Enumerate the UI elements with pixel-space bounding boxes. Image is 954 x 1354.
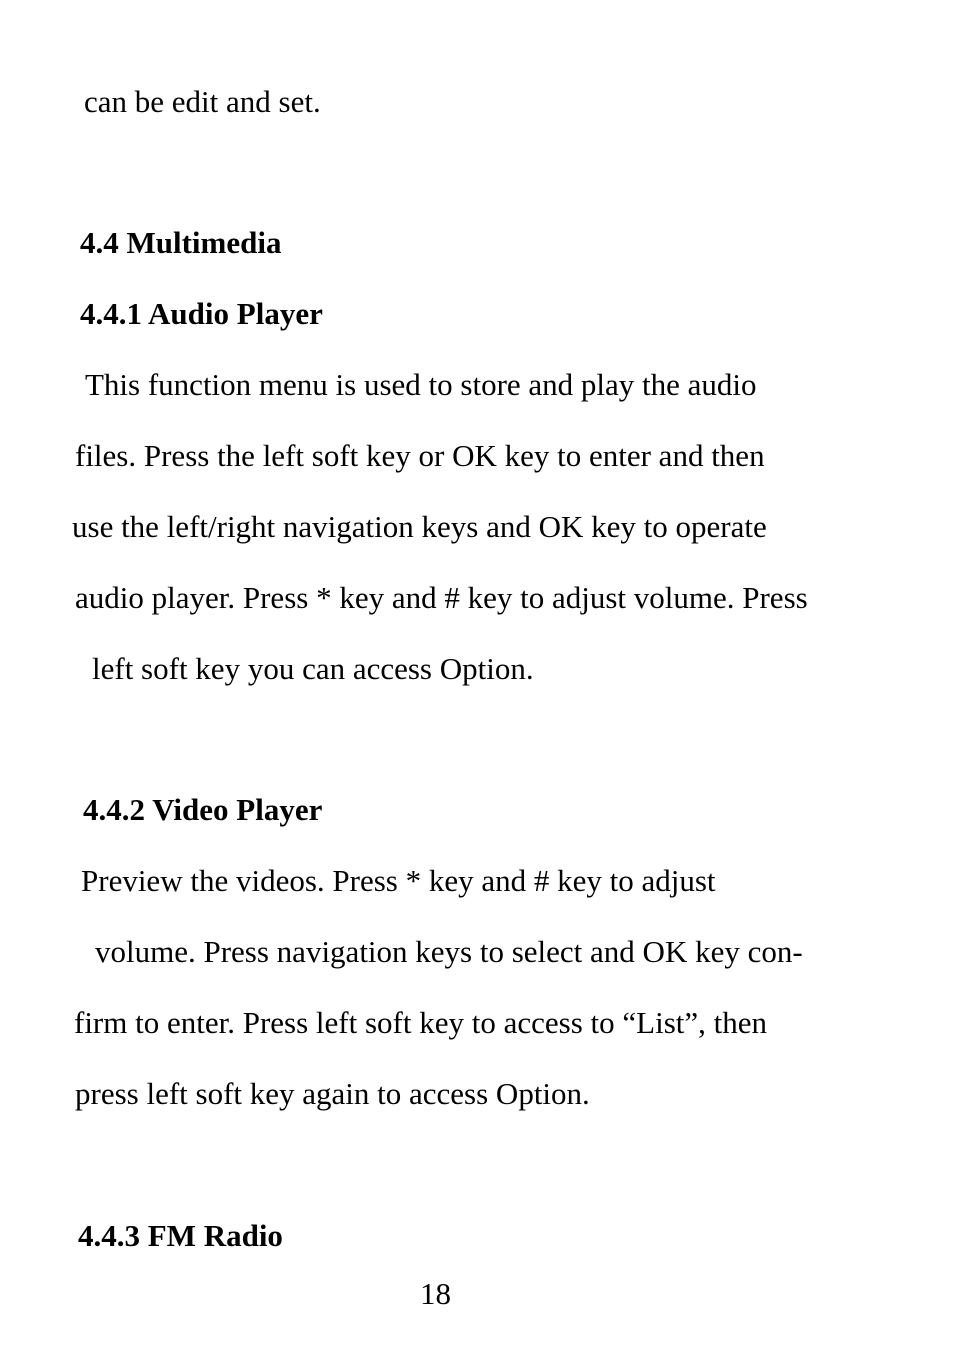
subsection-heading-fm-radio: 4.4.3 FM Radio — [78, 1218, 283, 1253]
paragraph-line: Preview the videos. Press * key and # key to adjust — [81, 863, 716, 898]
paragraph-line: files. Press the left soft key or OK key to enter and then — [75, 438, 765, 473]
subsection-heading-audio-player: 4.4.1 Audio Player — [80, 296, 323, 331]
paragraph-line: press left soft key again to access Option. — [75, 1076, 590, 1111]
intro-text-line: can be edit and set. — [84, 84, 321, 119]
paragraph-line: This function menu is used to store and play the audio — [85, 367, 757, 402]
paragraph-line: left soft key you can access Option. — [92, 651, 534, 686]
paragraph-line: firm to enter. Press left soft key to access to “List”, then — [74, 1005, 768, 1040]
page-number: 18 — [420, 1276, 451, 1311]
subsection-heading-video-player: 4.4.2 Video Player — [83, 792, 323, 827]
section-heading-multimedia: 4.4 Multimedia — [80, 225, 282, 260]
paragraph-line: volume. Press navigation keys to select and OK key con- — [95, 934, 803, 969]
paragraph-line: audio player. Press * key and # key to adjust volume. Press — [75, 580, 808, 615]
paragraph-line: use the left/right navigation keys and OK key to operate — [72, 509, 767, 544]
